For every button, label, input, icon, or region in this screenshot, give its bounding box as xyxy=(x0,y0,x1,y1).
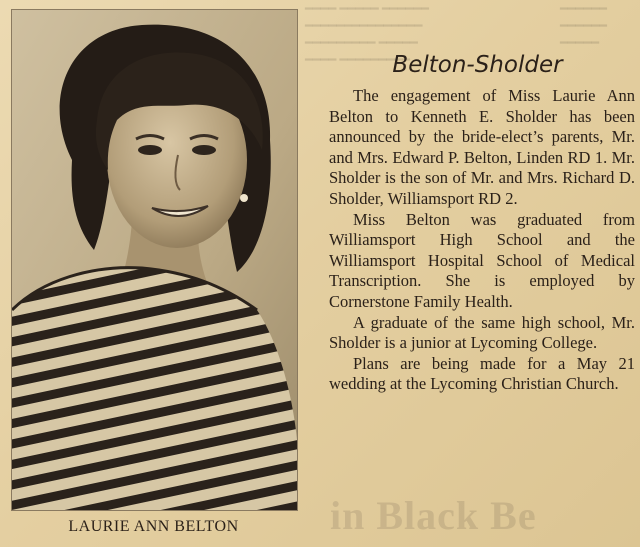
article-paragraph: Plans are being made for a May 21 wedding at the Lycoming Christian Church. xyxy=(329,353,635,394)
show-through-text-corner: ━━━━━━ ━━━━━━ ━━━━━ xyxy=(560,1,607,50)
article-paragraph: Miss Belton was graduated from Williamsport High School and the Williamsport Hospital School of Medical Transcription. She is employed by Cornerstone Family Health. xyxy=(329,209,635,311)
show-through-text-top: ━━━━ ━━━━━ ━━━━━━ ━━━━━━━━━━━━━━━ ━━━━━━━━━ ━━━━━ ━━━━ ━━━━━━━━━ xyxy=(305,1,429,67)
article-paragraph: The engagement of Miss Laurie Ann Belton to Kenneth E. Sholder has been announced by the bride-elect’s parents, Mr. and Mrs. Edward P. Belton, Linden RD 1. Mr. Sholder is the son of Mr. and Mrs. Richard D. Sholder, Williamsport RD 2. xyxy=(329,86,635,208)
article-paragraph: A graduate of the same high school, Mr. Sholder is a junior at Lycoming College. xyxy=(329,312,635,353)
article-body xyxy=(329,86,635,395)
article-headline: Belton-Sholder xyxy=(392,52,563,78)
portrait-illustration xyxy=(12,10,297,510)
portrait-photo xyxy=(11,9,298,511)
photo-caption: LAURIE ANN BELTON xyxy=(68,518,239,535)
show-through-headline: in Black Be xyxy=(330,493,537,538)
